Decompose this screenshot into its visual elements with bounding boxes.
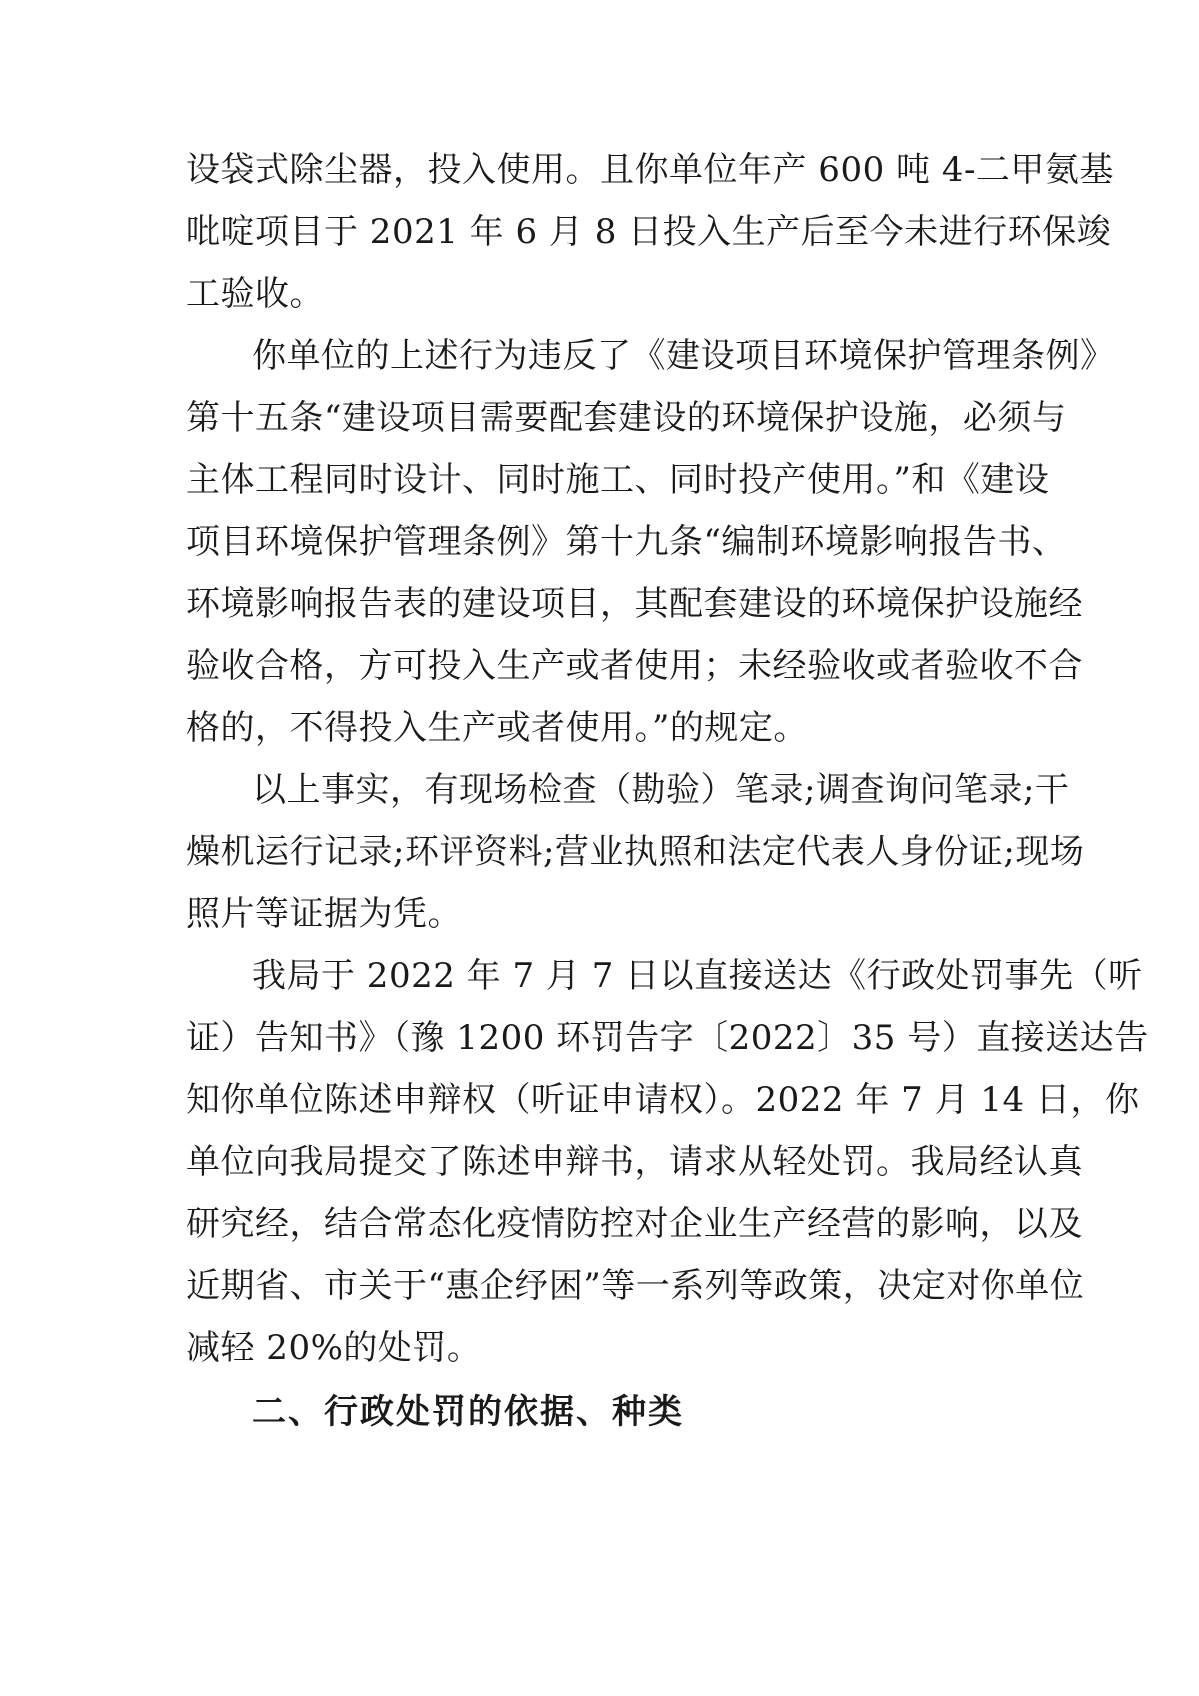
text-line: 环境影响报告表的建设项目，其配套建设的环境保护设施经 — [186, 584, 1083, 624]
text-line: 验收合格，方可投入生产或者使用；未经验收或者验收不合 — [186, 646, 1083, 686]
text-line: 减轻 20%的处罚。 — [186, 1328, 482, 1368]
text-line: 单位向我局提交了陈述申辩书，请求从轻处罚。我局经认真 — [186, 1142, 1083, 1182]
text-line: 证）告知书》（豫 1200 环罚告字〔2022〕35 号）直接送达告 — [186, 1018, 1149, 1058]
section-heading: 二、行政处罚的依据、种类 — [252, 1392, 684, 1432]
text-line: 第十五条“建设项目需要配套建设的环境保护设施，必须与 — [186, 398, 1067, 438]
text-line: 你单位的上述行为违反了《建设项目环境保护管理条例》 — [252, 336, 1115, 376]
text-line: 项目环境保护管理条例》第十九条“编制环境影响报告书、 — [186, 522, 1067, 562]
text-line: 工验收。 — [186, 274, 324, 314]
text-line: 燥机运行记录;环评资料;营业执照和法定代表人身份证;现场 — [186, 832, 1085, 872]
text-line: 照片等证据为凭。 — [186, 894, 462, 934]
text-line: 格的，不得投入生产或者使用。”的规定。 — [186, 708, 808, 748]
text-line: 以上事实，有现场检查（勘验）笔录;调查询问笔录;干 — [252, 770, 1070, 810]
text-line: 知你单位陈述申辩权（听证申请权）。2022 年 7 月 14 日，你 — [186, 1080, 1140, 1120]
text-line: 设袋式除尘器，投入使用。且你单位年产 600 吨 4-二甲氨基 — [186, 150, 1114, 190]
text-line: 我局于 2022 年 7 月 7 日以直接送达《行政处罚事先（听 — [252, 956, 1143, 996]
text-line: 吡啶项目于 2021 年 6 月 8 日投入生产后至今未进行环保竣 — [186, 212, 1112, 252]
text-line: 主体工程同时设计、同时施工、同时投产使用。”和《建设 — [186, 460, 1050, 500]
text-line: 研究经，结合常态化疫情防控对企业生产经营的影响，以及 — [186, 1204, 1083, 1244]
text-line: 近期省、市关于“惠企纾困”等一系列等政策，决定对你单位 — [186, 1266, 1085, 1306]
